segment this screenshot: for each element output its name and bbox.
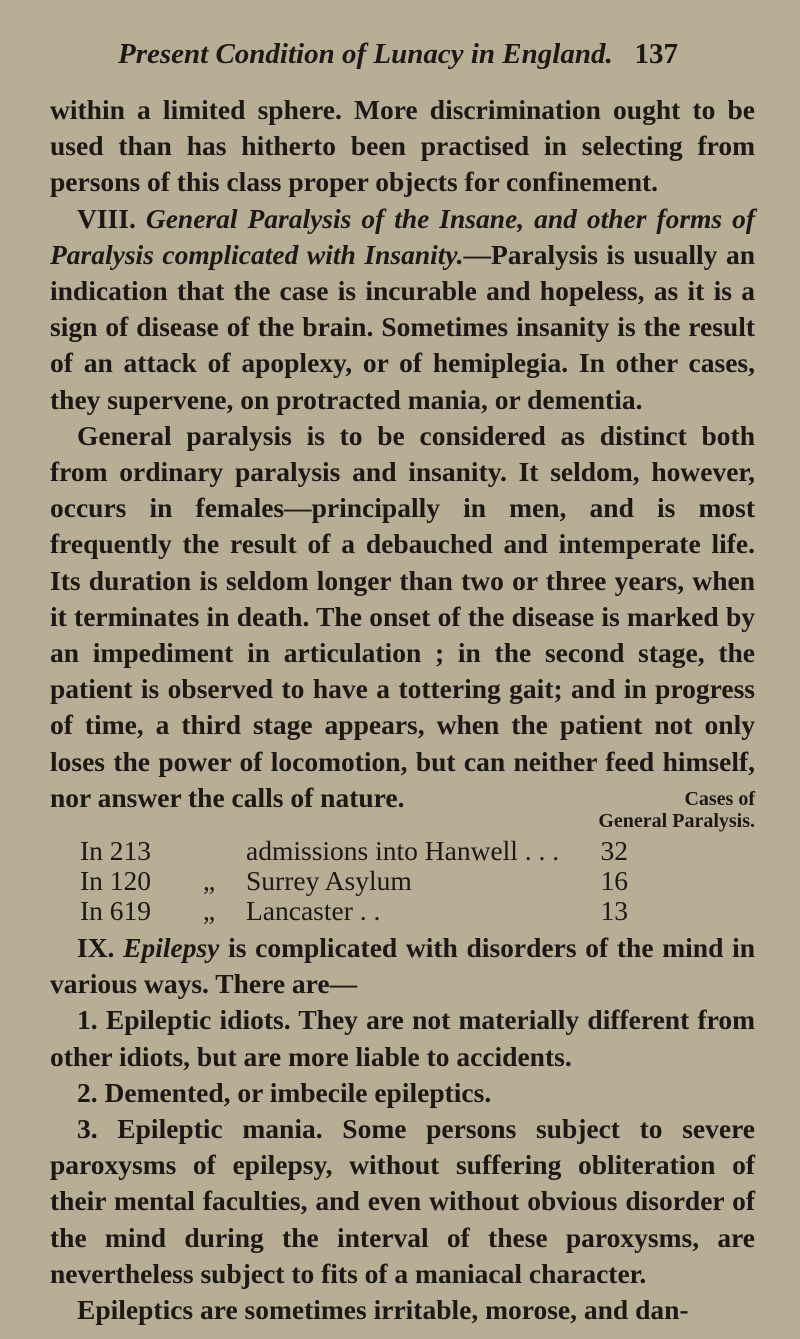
table-cell: 32 <box>600 835 628 867</box>
table-row <box>80 836 628 866</box>
running-title: Present Condition of Lunacy in England. <box>118 38 613 70</box>
section-text: —Paralysis is usually an indication that the case is incurable and hopeless, as it is a sign of disease of the brain. Sometimes insanity is the result of an attack of apoplexy, or of hemiplegia. In other cases, they supervene, on protracted mania, or dementia. <box>50 238 755 415</box>
section-viii <box>50 201 755 418</box>
table-row <box>80 896 628 926</box>
section-heading: Epilepsy <box>123 932 220 964</box>
paragraph-general-paralysis: General paralysis is to be considered as distinct both from ordinary paralysis and insanity. It seldom, however, occurs in females—principally in men, and is most frequently the result of a debauched and intemperate life. Its duration is seldom longer than two or three years, when it terminates in death. The onset of the disease is marked by an impediment in articulation ; in the second stage, the patient is observed to have a tottering gait; and in progress of time, a third stage appears, when the patient not only loses the power of locomotion, but can neither feed himself, nor answer the calls of nature. <box>50 419 755 813</box>
list-item: 2. Demented, or imbecile epileptics. <box>77 1076 492 1108</box>
table-cell: admissions into Hanwell . . . <box>246 835 560 867</box>
table-cell: 16 <box>600 865 628 897</box>
page-body <box>50 92 755 1328</box>
list-item: 3. Epileptic mania. Some persons subject to severe paroxysms of epilepsy, without suffering obliteration of their mental faculties, and even without obvious disorder of the mind during the interval of these paroxysms, are nevertheless subject to fits of a maniacal character. <box>50 1113 755 1289</box>
margin-note-line1: Cases of <box>684 788 755 811</box>
table-row <box>80 866 628 896</box>
running-header <box>118 40 678 69</box>
section-heading: General Paralysis of the Insane, and other forms of Paralysis complicated with Insanity. <box>50 202 756 270</box>
table-cell: „ <box>202 895 216 927</box>
table-cell <box>172 836 246 866</box>
paragraph-final: Epileptics are sometimes irritable, morose, and dan- <box>77 1294 689 1326</box>
page-number: 137 <box>634 38 678 70</box>
margin-note-line2: General Paralysis. <box>598 810 755 833</box>
cases-table <box>80 836 628 926</box>
table-cell: „ <box>202 865 216 897</box>
section-ix <box>50 930 755 1002</box>
section-label: VIII. <box>77 202 136 234</box>
paragraph-continuation: within a limited sphere. More discrimination ought to be used than has hitherto been practised in selecting from persons of this class proper objects for confinement. <box>50 94 755 198</box>
table-cell: In 619 <box>80 895 152 927</box>
section-label: IX. <box>77 932 115 964</box>
table-cell: Surrey Asylum <box>246 865 412 897</box>
section-text: is complicated with disorders of the mind in various ways. There are— <box>50 932 755 1000</box>
table-cell: 13 <box>600 895 628 927</box>
table-cell: In 213 <box>80 835 152 867</box>
table-cell: In 120 <box>80 865 152 897</box>
table-cell: Lancaster . . <box>246 895 381 927</box>
list-item: 1. Epileptic idiots. They are not materially different from other idiots, but are more liable to accidents. <box>50 1004 755 1072</box>
